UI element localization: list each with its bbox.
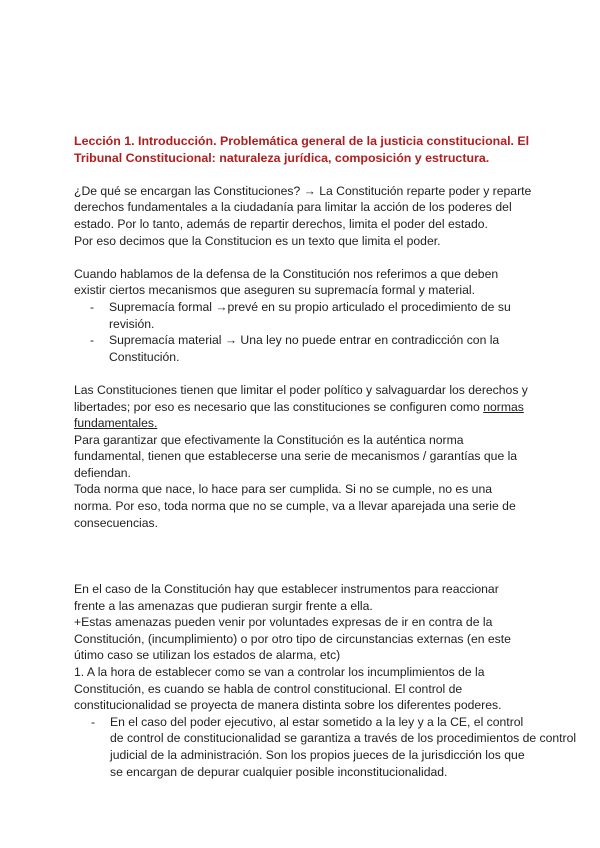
text-line: Constitución, es cuando se habla de control constitucional. El control de xyxy=(74,681,463,696)
list-item xyxy=(74,299,534,332)
paragraph-defense xyxy=(74,266,534,299)
text-line: de control de constitucionalidad se garantiza a través de los procedimientos de control xyxy=(110,731,577,746)
text-line: Supremacía material → Una ley no puede entrar en contradicción con la xyxy=(109,333,500,348)
text-line: estado. Por lo tanto, además de repartir derechos, limita el poder del estado. xyxy=(74,216,488,231)
text-line: judicial de la administración. Son los propios jueces de la jurisdicción los que xyxy=(110,747,525,762)
supremacy-list xyxy=(74,299,534,365)
text-line: defiendan. xyxy=(74,465,131,480)
text-line: útimo caso se utilizan los estados de alarma, etc) xyxy=(74,648,341,663)
dash-marker: - xyxy=(91,714,96,729)
control-list xyxy=(74,714,577,780)
text-segment: libertades; por eso es necesario que las constituciones se configuren como xyxy=(74,399,484,414)
text-line xyxy=(74,399,534,416)
text-line: norma. Por eso, toda norma que no se cumple, va a llevar aparejada una serie de xyxy=(74,499,516,514)
text-line: Para garantizar que efectivamente la Constitución es la auténtica norma xyxy=(74,432,464,447)
text-line: ¿De qué se encargan las Constituciones? → La Constitución reparte poder y reparte xyxy=(74,183,532,198)
text-line: Cuando hablamos de la defensa de la Constitución nos referimos a que deben xyxy=(74,266,499,281)
text-line: Por eso decimos que la Constitucion es un texto que limita el poder. xyxy=(74,233,441,248)
underlined-term: fundamentales. xyxy=(74,416,158,431)
text-line: +Estas amenazas pueden venir por voluntades expresas de ir en contra de la xyxy=(74,615,493,630)
text-line: Supremacía formal →prevé en su propio articulado el procedimiento de su xyxy=(109,299,511,314)
text-line xyxy=(74,415,534,432)
text-line: existir ciertos mecanismos que aseguren su supremacía formal y material. xyxy=(74,283,475,298)
title-line: Tribunal Constitucional: naturaleza jurídica, composición y estructura. xyxy=(74,150,490,165)
title-line: Lección 1. Introducción. Problemática general de la justicia constitucional. El xyxy=(74,134,530,148)
text-line: Constitución. xyxy=(109,349,180,364)
paragraph-guarantees xyxy=(74,432,534,532)
text-line: fundamental, tienen que establecerse una serie de mecanismos / garantías que la xyxy=(74,449,518,464)
lesson-title xyxy=(74,133,534,166)
dash-marker: - xyxy=(90,333,95,348)
paragraph-limits xyxy=(74,382,534,432)
list-item xyxy=(74,332,534,365)
text-line: Constitución, (incumplimiento) o por otro tipo de circunstancias externas (en este xyxy=(74,631,511,646)
text-line: consecuencias. xyxy=(74,515,159,530)
text-line: frente a las amenazas que pudieran surgir frente a ella. xyxy=(74,598,373,613)
underlined-term: normas xyxy=(483,399,524,414)
text-line: En el caso de la Constitución hay que establecer instrumentos para reaccionar xyxy=(74,582,499,597)
text-line: derechos fundamentales a la ciudadanía para limitar la acción de los poderes del xyxy=(74,200,512,215)
paragraph-constitutions-purpose xyxy=(74,183,534,249)
text-line: Las Constituciones tienen que limitar el poder político y salvaguardar los derechos y xyxy=(74,382,528,397)
paragraph-threats xyxy=(74,581,534,714)
document-page xyxy=(74,133,577,780)
text-line: revisión. xyxy=(109,316,155,331)
text-line: En el caso del poder ejecutivo, al estar sometido a la ley y a la CE, el control xyxy=(110,714,524,729)
text-line: 1. A la hora de establecer como se van a controlar los incumplimientos de la xyxy=(74,665,485,680)
dash-marker: - xyxy=(90,299,95,314)
text-line: constitucionalidad se proyecta de manera distinta sobre los diferentes poderes. xyxy=(74,698,502,713)
text-line: se encargan de depurar cualquier posible inconstitucionalidad. xyxy=(110,764,448,779)
text-line: Toda norma que nace, lo hace para ser cumplida. Si no se cumple, no es una xyxy=(74,482,493,497)
list-item xyxy=(74,714,577,780)
